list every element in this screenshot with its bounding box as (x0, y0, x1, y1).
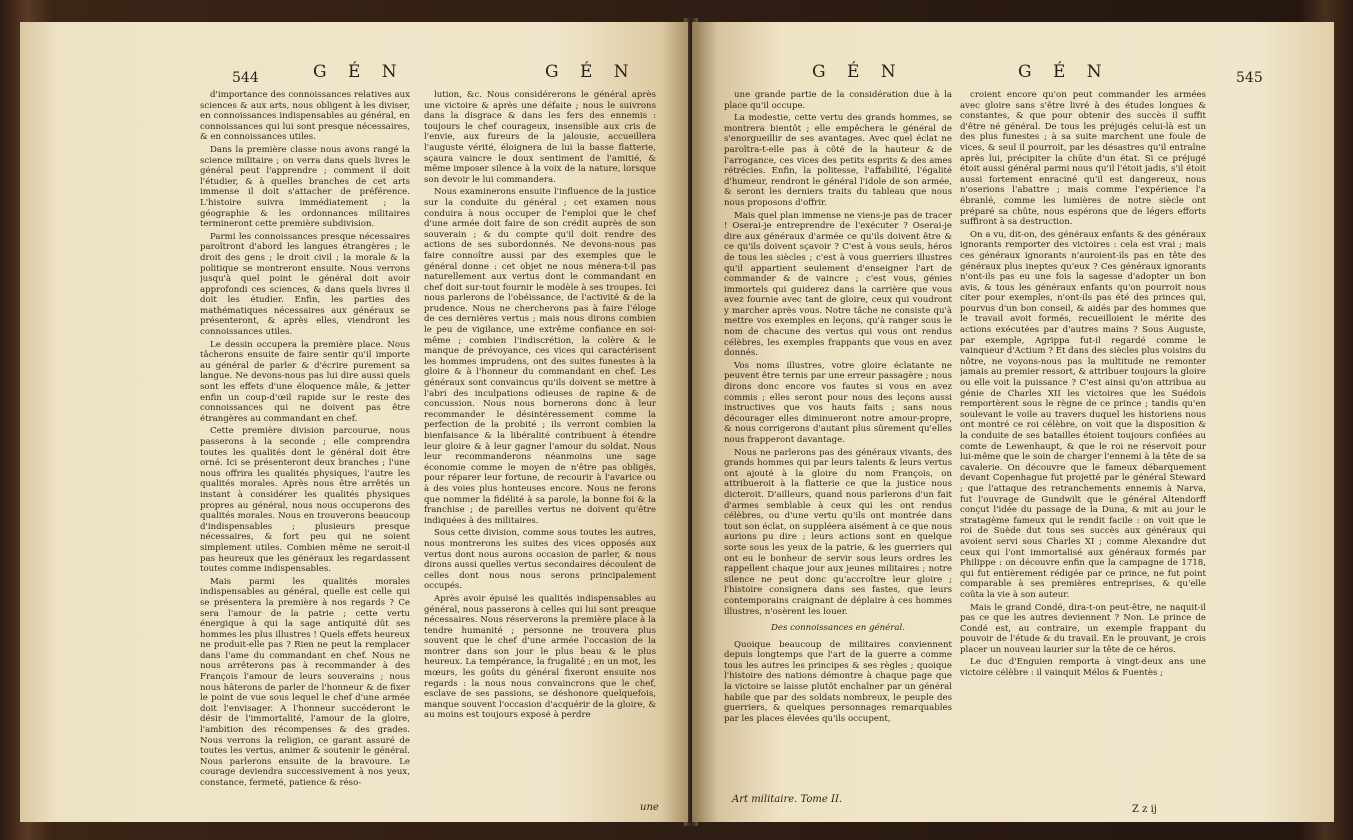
paragraph: Cette première division parcourue, nous passerons à la seconde ; elle comprendra toutes les qualités dont le général doit être orné. Ici se présenteront deux branches ; l'une nous offrira les qualités physiques, l'autre les qualités morales. Après nous être arrêtés un instant à considérer les qualités physiques propres au général, nous nous occuperons des qualités morales. Nous en trouverons beaucoup d'indispensables ; plusieurs presque nécessaires, & fort peu qui ne soient simplement utiles. Combien même ne seroit-il pas heureux que les généraux les regardassent toutes comme indispensables. (200, 426, 410, 575)
paragraph: La modestie, cette vertu des grands hommes, se montrera bientôt ; elle empêchera le général de s'enorgueillir de ses avantages. Avec quel éclat ne paroîtra-t-elle pas à côté de la hauteur & de l'arrogance, ces vices des petits esprits & des ames rétrécies. Enfin, la politesse, l'affabilité, l'égalité d'humeur, rendront le général l'idole de son armée, & seront les derniers traits du tableau que nous nous proposons d'offrir. (724, 113, 952, 208)
paragraph: d'importance des connoissances relatives aux sciences & aux arts, nous obligent à les diviser, en connoissances indispensables au général, en connoissances qui lui sont presque nécessaires, & en connoissances utiles. (200, 90, 410, 143)
left-page (20, 22, 688, 822)
paragraph: Nous examinerons ensuite l'influence de la justice sur la conduite du général ; cet examen nous conduira à nous occuper de l'emploi que le chef d'une armée doit faire de son crédit auprès de son souverain ; & du compte qu'il doit rendre des actions de ses subordonnés. Ne devons-nous pas faire connoître aussi par des exemples que le général donne : cet objet ne nous ménera-t-il pas naturellement aux vertus dont le commandant en chef doit sur-tout fournir le modèle à ses troupes. Ici nous parlerons de l'obéissance, de l'activité & de la prudence. Nous ne chercherons pas à faire l'éloge de ces dernières vertus ; mais nous dirons combien le peu de vigilance, une extrême confiance en soi-même ; combien l'indiscrétion, la colère & le manque de prévoyance, ces vices qui caractérisent les hommes imprudens, ont des suites funestes à la gloire & à l'honneur du commandant en chef. Les généraux sont convaincus qu'ils doivent se mettre à l'abri des inculpations odieuses de rapine & de concussion. Nous nous bornerons donc à leur recommander le désintéressement comme la perfection de la probité ; ils verront combien la bienfaisance & la libéralité contribuent à étendre leur gloire & à leur gagner l'amour du soldat. Nous leur recommanderons néanmoins une sage économie comme le moyen de n'être pas obligés, pour réparer leur fortune, de recourir à l'avarice ou à des voies plus honteuses encore. Nous ne ferons que nommer la fidélité à sa parole, la bonne foi & la franchise ; de pareilles vertus ne doivent qu'être indiquées à des militaires. (424, 187, 656, 526)
paragraph: Mais parmi les qualités morales indispensables au général, quelle est celle qui se présentera la première à nos regards ? Ce sera l'amour de la patrie ; cette vertu énergique à qui la sage antiquité dût ses hommes les plus illustres ! Quels effets heureux ne produit-elle pas ? Rien ne peut la remplacer dans l'ame du commandant en chef. Nous ne nous arrêterons pas à recommander à des François l'amour de leurs souverains ; nous nous hâterons de parler de l'honneur & de fixer le point de vue sous lequel le chef d'une armée doit l'envisager. A l'honneur succéderont le désir de l'immortalité, l'amour de la gloire, l'ambition des récompenses & des grades. Nous verrons la religion, ce garant assuré de toutes les vertus, animer & soutenir le général. Nous parlerons ensuite de la bravoure. Le courage deviendra successivement à nos yeux, constance, fermeté, patience & réso- (200, 576, 410, 788)
paragraph: Le duc d'Enguien remporta à vingt-deux ans une victoire célèbre : il vainquit Mélos & Fuentès ; (960, 657, 1206, 679)
catchword-left: une (640, 802, 659, 813)
paragraph: Nous ne parlerons pas des généraux vivants, des grands hommes qui par leurs talents & leurs vertus ont ajouté à la gloire du nom François, on attribueroit à la flatterie ce que la justice nous dicteroit. D'ailleurs, quand nous parlerons d'un fait d'armes semblable à ceux qui les ont rendus célèbres, ou d'une vertu qu'ils ont montrée dans tout son éclat, on suppléera aisément à ce que nous aurions pu dire ; leurs actions sont en quelque sorte sous les yeux de la patrie, & les guerriers qui ont eu le bonheur de servir sous leurs ordres les rappellent chaque jour aux jeunes militaires ; notre silence ne peut donc qu'accroître leur gloire ; l'histoire consignera dans ses fastes, que leurs contemporains craignant de déplaire à ces hommes illustres, n'osèrent les louer. (724, 447, 952, 617)
paragraph: Mais le grand Condé, dira-t-on peut-être, ne naquit-il pas ce que les autres deviennent ? Non. Le prince de Condé est, au contraire, un exemple frappant du pouvoir de l'étude & du travail. En le prouvant, je crois placer un nouveau laurier sur la tête de ce héros. (960, 602, 1206, 655)
page-number-right: 545 (1236, 70, 1263, 86)
page-number-left: 544 (232, 70, 259, 86)
paragraph: lution, &c. Nous considérerons le général après une victoire & après une défaite ; nous le suivrons dans la disgrace & dans les fers des ennemis : toujours le chef courageux, insensible aux cris de l'envie, aux fureurs de la jalousie, accueillera l'auguste vérité, éloignera de lui la basse flatterie, sçaura vaincre le doux sentiment de l'amitié, & même imposer silence à la voix de la nature, lorsque son devoir le lui commandera. (424, 90, 656, 185)
right-column-1 (724, 90, 952, 800)
paragraph: croient encore qu'on peut commander les armées avec gloire sans s'être livré à des études longues & constantes, & que pour obtenir des succès il suffit d'être né général. De tous les préjugés celui-là est un des plus funestes ; à sa suite marchent une foule de vices, & seul il pourroit, par les désastres qu'il entraîne après lui, précipiter la chûte d'un état. Si ce préjugé étoit aussi général parmi nous qu'il l'étoit jadis, s'il étoit aussi fortement enraciné qu'il est dangereux, nous n'oserions l'abattre ; mais comme l'expérience l'a ébranlé, comme les lumières de notre siècle ont préparé sa chûte, nous espérons que de légers efforts suffiront à sa destruction. (960, 90, 1206, 228)
running-header-right-1: G É N (812, 62, 904, 82)
left-column-2 (424, 90, 656, 810)
paragraph: On a vu, dit-on, des généraux enfants & des généraux ignorants remporter des victoires : cela est vrai ; mais ces généraux ignorants n'auroient-ils pas en tête des généraux plus ineptes qu'eux ? Ces généraux ignorants n'ont-ils pas eu une fois la sagesse d'adopter un bon avis, & tous les généraux enfants qu'on pourroit nous citer pour exemples, n'ont-ils pas été des princes qui, pourvus d'un bon conseil, & aidés par des hommes que le travail avoit formés, recueilloient le mérite des actions exécutées par d'autres mains ? Sous Auguste, par exemple, Agrippa fut-il regardé comme le vainqueur d'Actium ? Et dans des siècles plus voisins du nôtre, ne voyons-nous pas la multitude ne remonter jamais au premier ressort, & attribuer toujours la gloire ou elle voit la puissance ? C'est ainsi qu'on attribua au génie de Charles XII les victoires que les Suédois remportèrent sous le règne de ce prince ; tandis qu'en soulevant le voile au travers duquel les historiens nous ont montré ce roi célèbre, on voit que la disposition & la conduite de ses batailles étoient toujours confiées au comte de Lewenhaupt, & que le roi ne réservoit pour lui-même que le soin de charger l'ennemi à la tête de sa cavalerie. On découvre que le fameux débarquement devant Copenhague fut projetté par le général Steward ; que l'attaque des retranchements ennemis à Narva, fut l'ouvrage de Gundwilt que le général Altendorff conçut l'idée du passage de la Duna, & mit au jour le stratagème fameux qui le rendit facile : on voit que le roi de Suède dut tous ses succès aux généraux qui avoient servi sous Charles XI ; comme Alexandre dut ceux qui l'ont immortalisé aux généraux formés par Philippe : on découvre enfin que la campagne de 1718, qui fut entièrement rédigée par ce prince, ne fut point comparable à ses premières entreprises, & qu'elle coûta la vie à son auteur. (960, 229, 1206, 600)
right-page (692, 22, 1334, 822)
section-title: Des connoissances en général. (771, 623, 905, 634)
running-header-left-1: G É N (313, 62, 405, 82)
paragraph: Dans la première classe nous avons rangé la science militaire ; on verra dans quels livres le général peut l'apprendre ; comment il doit l'étudier, & à quelles branches de cet arts immense il doit s'attacher de préférence. L'histoire suivra immédiatement ; la géographie & les ordonnances militaires termineront cette première subdivision. (200, 144, 410, 230)
running-header-left-2: G É N (545, 62, 637, 82)
paragraph: Sous cette division, comme sous toutes les autres, nous montrerons les suites des vices opposés aux vertus dont nous aurons occasion de parler, & nous dirons aussi quelles vertus secondaires découlent de celles dont nous nous serons principalement occupés. (424, 528, 656, 592)
running-header-right-2: G É N (1018, 62, 1110, 82)
paragraph: Vos noms illustres, votre gloire éclatante ne peuvent être ternis par une erreur passagère ; nous dirons donc encore vos fautes si vous en avez commis ; elles seront pour nous des leçons aussi instructives que vos hauts faits ; sans nous décourager elles diminueront notre amour-propre, & nous corrigerons d'autant plus sûrement qu'elles nous frapperont davantage. (724, 360, 952, 445)
paragraph: une grande partie de la considération due à la place qu'il occupe. (724, 90, 952, 111)
paragraph: Le dessin occupera la première place. Nous tâcherons ensuite de faire sentir qu'il importe au général de parler & d'écrire purement sa langue. Ne devons-nous pas lui dire aussi quels sont les effets d'une éloquence mâle, & jetter enfin un coup-d'œil rapide sur le reste des connoissances qui ne doivent pas être étrangères au commandant en chef. (200, 339, 410, 424)
paragraph: Mais quel plan immense ne viens-je pas de tracer ! Oserai-je entreprendre de l'exécuter ? Oserai-je dire aux généraux d'armée ce qu'ils doivent être & ce qu'ils doivent sçavoir ? C'est à vous seuls, héros de tous les siècles ; c'est à vous guerriers illustres qu'il appartient seulement d'enseigner l'art de commander & de vaincre ; c'est vous, génies immortels qui guiderez dans la carrière que vous avez fournie avec tant de gloire, ceux qui voudront y marcher après vous. Notre tâche ne consiste qu'à mettre vos exemples en leçons, qu'à ranger sous le nom de chacune des vertus qui vous ont rendus célèbres, les exemples frappants que vous en avez donnés. (724, 210, 952, 359)
signature-mark: Z z ij (1132, 804, 1157, 815)
right-column-2 (960, 90, 1206, 810)
paragraph: Après avoir épuisé les qualités indispensables au général, nous passerons à celles qui lui sont presque nécessaires. Nous réserverons la première place à la tendre humanité ; personne ne trouvera plus souvent que le chef d'une armée l'occasion de la montrer dans son jour le plus beau & le plus heureux. La tempérance, la frugalité ; en un mot, les mœurs, les goûts du général fixeront ensuite nos regards : la nous nous convaincrons que le chef, esclave de ses passions, se déshonore quelquefois, manque souvent l'occasion d'acquérir de la gloire, & au moins est toujours exposé à perdre (424, 593, 656, 721)
volume-footer: Art militaire. Tome II. (732, 794, 843, 805)
paragraph: Parmi les connoissances presque nécessaires paroîtront d'abord les langues étrangères ; le droit des gens ; le droit civil ; la morale & la politique se montreront ensuite. Nous verrons jusqu'à quel point le général doit avoir approfondi ces sciences, & dans quels livres il doit les étudier. Enfin, les parties des mathématiques nécessaires aux généraux se présenteront, & après elles, viendront les connoissances utiles. (200, 231, 410, 338)
left-column-1 (200, 90, 410, 810)
paragraph: Quoique beaucoup de militaires conviennent depuis longtemps que l'art de la guerre a comme tous les autres les principes & ses règles ; quoique l'histoire des nations démontre à chaque page que la victoire se laisse plutôt enchaîner par un général habile que par des soldats nombreux, le peuple des guerriers, & quelques personnages remarquables par les places élevées qu'ils occupent, (724, 639, 952, 724)
